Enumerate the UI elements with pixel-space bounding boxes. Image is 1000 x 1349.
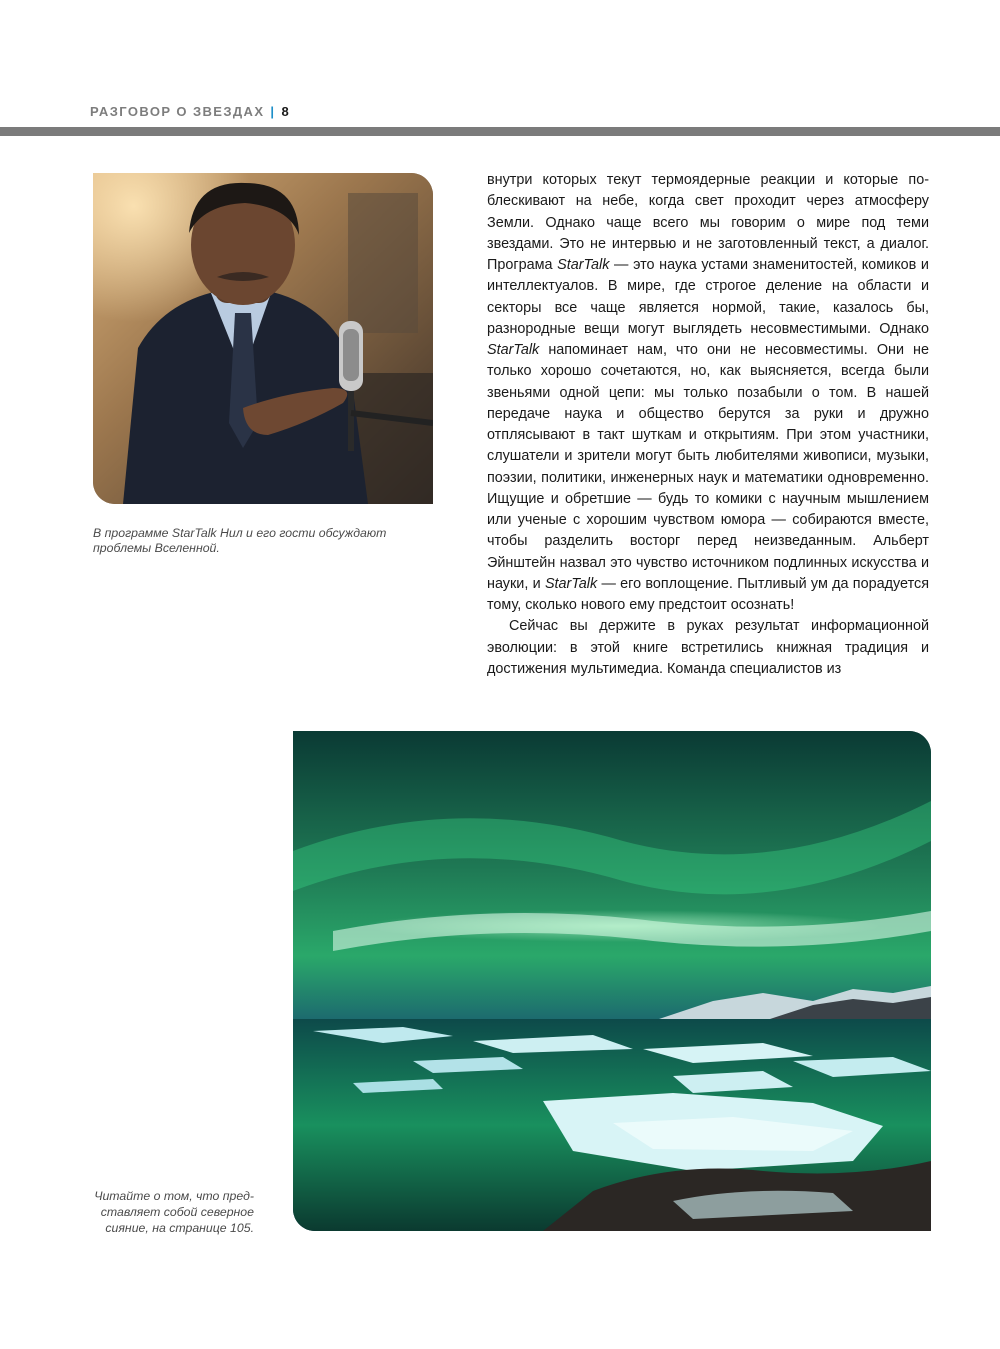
photo-host-at-microphone <box>93 173 433 504</box>
paragraph-1 <box>487 170 929 616</box>
photo2-caption: Читайте о том, что представляет собой северное сияние, на странице 105. <box>94 1189 254 1235</box>
main-text-column <box>487 170 929 680</box>
paragraph-1-part-1: внутри которых текут термоядерные реакции и которые поблескивают на небе, когда свет проходит через атмосферу Земли. Однако чаще всего мы говорим о мире под теми звездами. Это не интервью и не заготовленный текст, а диалог. Програма <box>487 172 929 273</box>
header-rule <box>0 127 1000 136</box>
startalk-emphasis-2: StarTalk <box>487 342 540 358</box>
paragraph-1-part-3: напоминает нам, что они не несовместимы. Они не только хорошо сочетаются, но, как выясняется, всегда были звеньями одной цепи: мы только позабыли о том. В нашей передаче наука и общество берутся за руки и дружно отплясывают в такт шуткам и открытиям. При этом участники, слушатели и зрители могут быть любителями живописи, музыки, поэзии, политики, инженерных наук и математики одновременно. Ищущие и обретшие — будь то комики с научным мышлением или ученые с хорошим чувством юмора — собираются вместе, чтобы разделить восторг перед неизведанным. Альберт Эйнштейн назвал это чувство источником подлинных искусства и науки, и <box>487 342 929 592</box>
page-number: 8 <box>281 104 289 119</box>
section-title: РАЗГОВОР О ЗВЕЗДАХ <box>90 104 265 119</box>
startalk-emphasis-1: StarTalk <box>557 257 610 273</box>
running-head <box>90 104 289 119</box>
paragraph-2: Сейчас вы держите в руках результат информационной эволюции: в этой книге встретились книжная традиция и достижения мультимедиа. Команда специалистов из <box>487 618 929 677</box>
photo-northern-lights <box>293 731 931 1231</box>
startalk-emphasis-3: StarTalk <box>544 575 598 592</box>
photo1-caption: В программе StarTalk Нил и его гости обсуждают проблемы Вселенной. <box>93 526 387 555</box>
paragraph-1-part-4: — его воплощение. Пытливый ум да порадуется тому, сколько нового ему предстоит осознать! <box>487 575 929 613</box>
paragraph-1-part-2: — это наука устами знаменитостей, комиков и интеллектуалов. В мире, где строгое деление на области и секторы все чаще является нормой, такие, казалось бы, разнородные вещи могут выглядеть несовместимыми. Однако <box>487 257 929 337</box>
header-separator: | <box>270 104 276 119</box>
